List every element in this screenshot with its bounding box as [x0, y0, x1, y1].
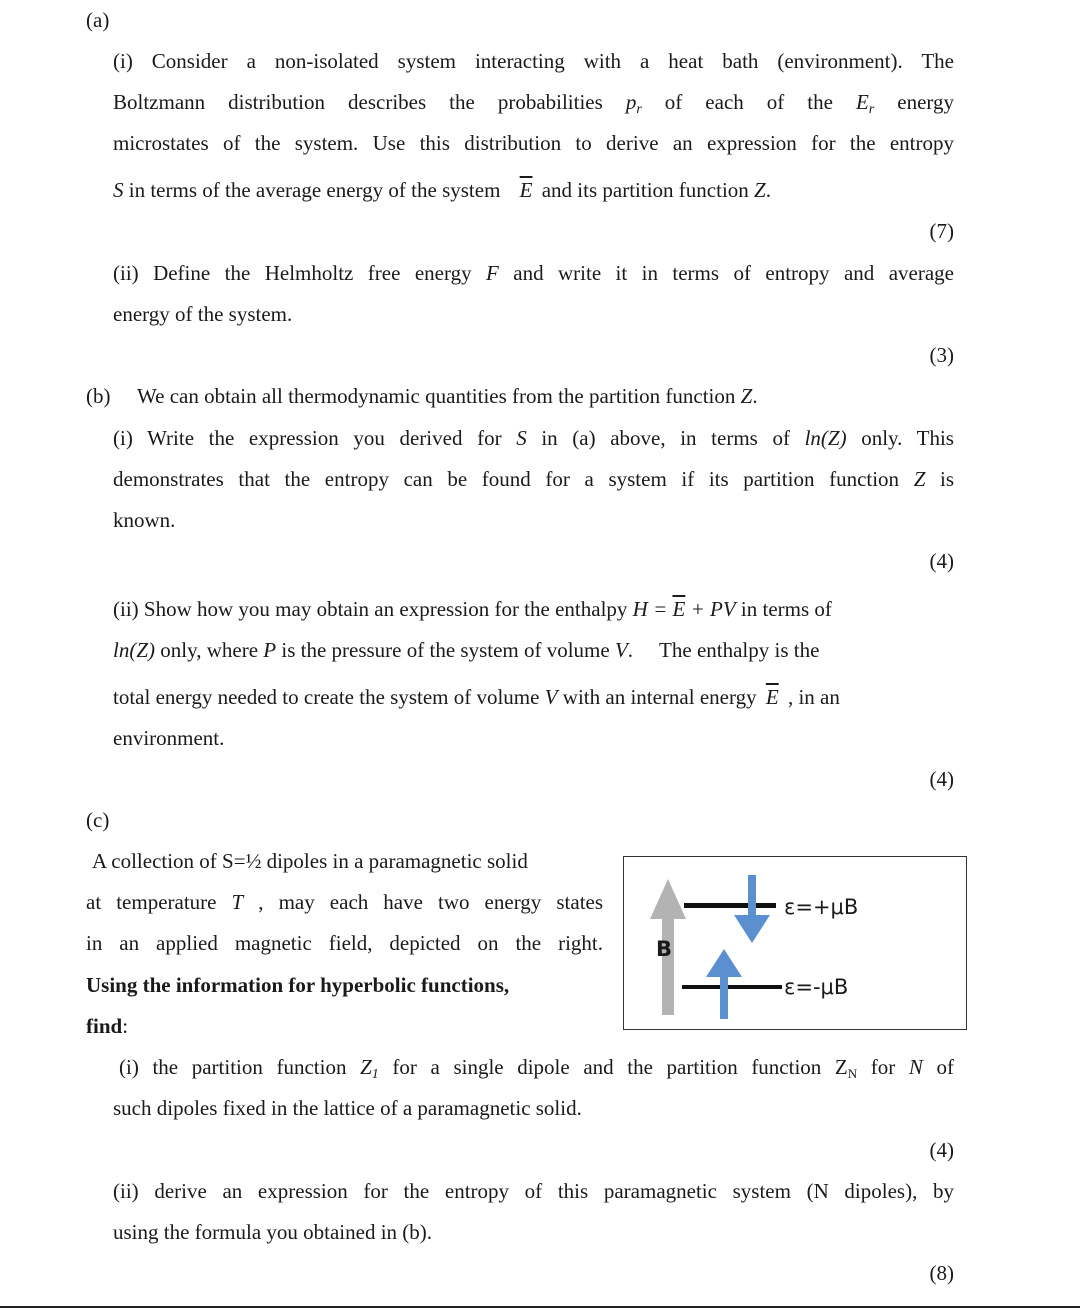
lower-level-label: ε=-μB [784, 975, 849, 999]
part-c-intro-line-5: find: [86, 1014, 129, 1038]
marks-c-i: (4) [929, 1138, 954, 1162]
part-b-ii-line-3: total energy needed to create the system of volume V with an internal energy $\overline{E}$ , in an [113, 685, 840, 709]
part-a-label: (a) [86, 8, 110, 32]
field-label: B [656, 937, 673, 961]
part-c-ii-line-2: using the formula you obtained in (b). [113, 1220, 433, 1244]
marks-b-i: (4) [929, 549, 954, 573]
part-b-i-line-2: demonstrates that the entropy can be found for a system if its partition function Z is [113, 467, 955, 491]
diagram-graphic [624, 857, 968, 1031]
spin-down-arrow [734, 875, 770, 943]
upper-level-label: ε=+μB [784, 895, 859, 919]
part-c-ii-line-1: (ii) derive an expression for the entropy of this paramagnetic system (N dipoles), by [113, 1179, 954, 1203]
upper-level-line [684, 903, 776, 908]
lower-level-line [682, 985, 782, 989]
energy-level-diagram [623, 856, 967, 1030]
marks-a-i: (7) [929, 219, 954, 243]
marks-c-ii: (8) [929, 1261, 954, 1285]
marks-b-ii: (4) [929, 767, 954, 791]
part-b-label: (b) [86, 384, 111, 408]
marks-a-ii: (3) [929, 343, 954, 367]
part-b-ii-line-4: environment. [113, 726, 225, 750]
part-c-intro-line-1: A collection of S=½ dipoles in a paramagnetic solid [92, 849, 528, 873]
part-b-ii-line-1: (ii) Show how you may obtain an expression for the enthalpy $H = \overline{E}$ + PV in terms of [113, 597, 832, 621]
part-a-i-line-4: S in terms of the average energy of the system $\overline{E}$ and its partition function Z. [113, 178, 771, 202]
part-c-intro-line-4: Using the information for hyperbolic functions, [86, 973, 510, 997]
spin-up-arrow [706, 949, 742, 1019]
part-c-intro-line-2: at temperature T , may each have two energy states [86, 890, 604, 914]
part-b-i-line-3: known. [113, 508, 176, 532]
bottom-rule [0, 1306, 1080, 1308]
part-b-intro: We can obtain all thermodynamic quantities from the partition function Z. [137, 384, 758, 408]
part-c-intro-line-3: in an applied magnetic field, depicted on the right. [86, 931, 603, 955]
part-c-label: (c) [86, 808, 110, 832]
part-a-ii-line-2: energy of the system. [113, 302, 293, 326]
part-b-ii-line-2: ln(Z) only, where P is the pressure of the system of volume V. The enthalpy is the [113, 638, 820, 662]
part-c-i-line-1: (i) the partition function $Z_1$ for a single dipole and the partition function $Z_N$ for N of [119, 1055, 955, 1082]
part-a-i-line-1: (i) Consider a non-isolated system interacting with a heat bath (environment). The [113, 49, 954, 73]
part-a-i-line-2: Boltzmann distribution describes the probabilities $p_r$ of each of the $E_r$ energy [113, 90, 955, 117]
part-b-i-line-1: (i) Write the expression you derived for S in (a) above, in terms of ln(Z) only. This [113, 426, 954, 450]
part-c-i-line-2: such dipoles fixed in the lattice of a paramagnetic solid. [113, 1096, 582, 1120]
part-a-i-line-3: microstates of the system. Use this distribution to derive an expression for the entropy [113, 131, 954, 155]
part-a-ii-line-1: (ii) Define the Helmholtz free energy F and write it in terms of entropy and average [113, 261, 954, 285]
